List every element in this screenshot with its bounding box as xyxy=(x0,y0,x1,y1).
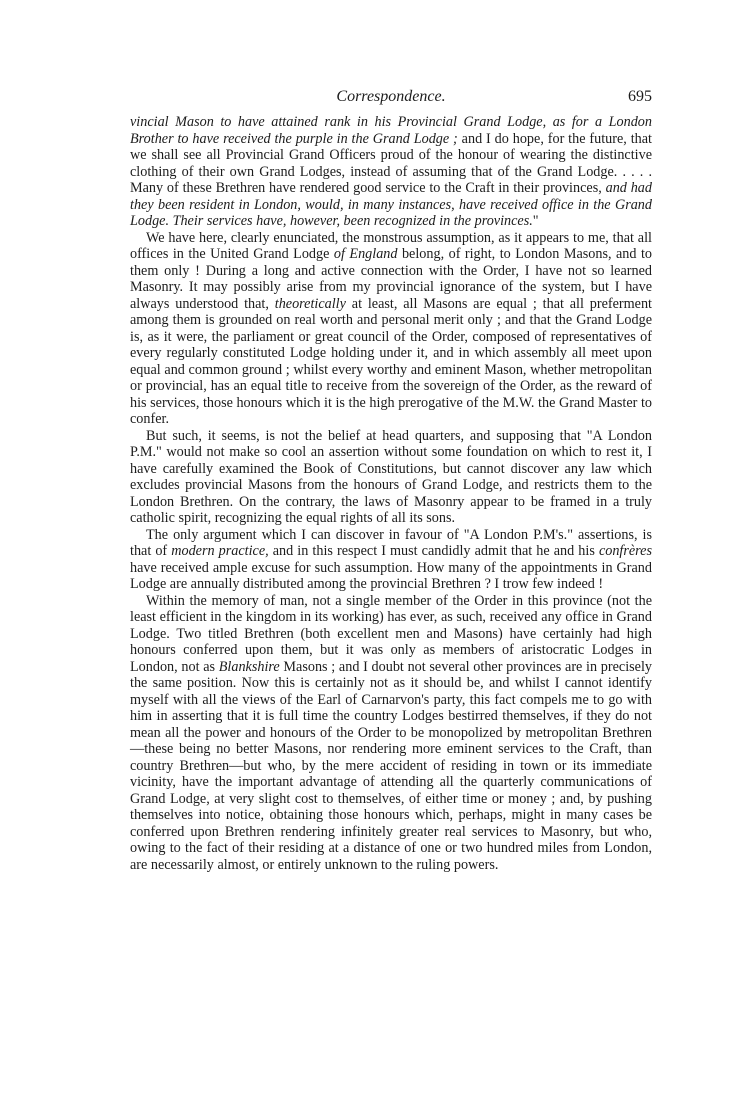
page-number: 695 xyxy=(628,88,652,105)
italic-text: and had they been resident in London, would, in many instances, have received office in the Grand Lodge. Their services have, however, been recognized in the provinces. xyxy=(130,180,652,229)
text-run: Within the memory of man, not a single member of the Order in this province (not the least efficient in the kingdom in its working) has ever, as such, received any office in Grand Lodge. Two titled Brethren (both excellent men and Masons) have certainly had high honours conferred upon them, but it was only as members of aristocratic Lodges in London, not as xyxy=(130,592,652,675)
text-run: and I do hope, for the future, that we shall see all Provincial Grand Officers proud of the honour of wearing the distinctive clothing of their own Grand Lodges, instead of assuming that of the Grand Lodge. . . . . Many of these Brethren have rendered good service to the Craft in their provinces, xyxy=(130,130,652,196)
text-run: But such, it seems, is not the belief at head quarters, and supposing that "A London P.M." would not make so cool an assertion without some foundation on which to rest it, I have carefully examined the Book of Constitutions, but cannot discover any law which excludes provincial Masons from the honours of Grand Lodge, and restricts them to the London Brethren. On the contrary, the laws of Masonry appear to be framed in a truly catholic spirit, recognizing the equal rights of all its sons. xyxy=(130,427,652,526)
page-header xyxy=(130,88,652,110)
text-run: Masons ; and I doubt not several other provinces are in precisely the same position. Now this is certainly not as it should be, and whilst I cannot identify myself with all the views of the Earl of Carnarvon's party, this fact compels me to go with him in asserting that it is full time the country Lodges bestirred themselves, if they do not mean all the power and honours of the Order to be monopolized by metropolitan Brethren—these being no better Masons, nor rendering more eminent services to the Craft, than country Brethren—but who, by the mere accident of residing in town or its immediate vicinity, have the important advantage of attending all the quarterly communications of Grand Lodge, at very slight cost to themselves, of either time or money ; and, by pushing themselves into notice, obtaining those honours which, perhaps, might in many cases be conferred upon Brethren rendering infinitely greater real services to Masonry, but who, owing to the fact of their residing at a distance of one or two hundred miles from London, are necessarily almost, or entirely unknown to the ruling powers. xyxy=(130,658,652,873)
text-run: have received ample excuse for such assumption. How many of the appointments in Grand Lodge are annually distributed among the provincial Brethren ? I trow few indeed ! xyxy=(130,559,652,592)
text-run: We have here, clearly enunciated, the monstrous assumption, as it appears to me, that all offices in the United Grand Lodge xyxy=(130,229,652,262)
italic-text: modern practice, xyxy=(171,543,269,559)
italic-text: Blankshire xyxy=(218,658,280,675)
italic-text: theoretically xyxy=(274,295,346,312)
article-body xyxy=(130,114,652,873)
italic-text: of England xyxy=(333,246,398,262)
text-run: and in this respect I must candidly admit that he and his xyxy=(268,543,599,559)
paragraph xyxy=(130,114,652,230)
text-run: at least, all Masons are equal ; that all preferment among them is grounded on real worth and personal merit only ; and that the Grand Lodge is, as it were, the parliament or great council of the Order, composed of representatives of every regularly constituted Lodge holding under it, and in which assembly all meet upon equal and common ground ; whilst every worthy and eminent Mason, whether metropolitan or provincial, has an equal title to receive from the sovereign of the Order, as the reward of his services, those honours which it is the high prerogative of the M.W. the Grand Master to confer. xyxy=(130,295,652,427)
paragraph xyxy=(130,428,652,527)
italic-text: confrères xyxy=(598,543,652,559)
paragraph xyxy=(130,527,652,593)
text-run: belong, of right, to London Masons, and to them only ! During a long and active connection with the Order, I have not so learned Masonry. It may possibly arise from my provincial ignorance of the system, but I have always understood that, xyxy=(130,246,652,312)
running-head: Correspondence. xyxy=(336,88,446,105)
paragraph xyxy=(130,593,652,874)
text-run: " xyxy=(532,213,539,229)
italic-text: vincial Mason to have attained rank in his Provincial Grand Lodge, as for a London Brother to have received the purple in the Grand Lodge ; xyxy=(130,114,652,147)
paragraph xyxy=(130,230,652,428)
text-run: The only argument which I can discover in favour of "A London P.M's." assertions, is that of xyxy=(130,526,652,559)
